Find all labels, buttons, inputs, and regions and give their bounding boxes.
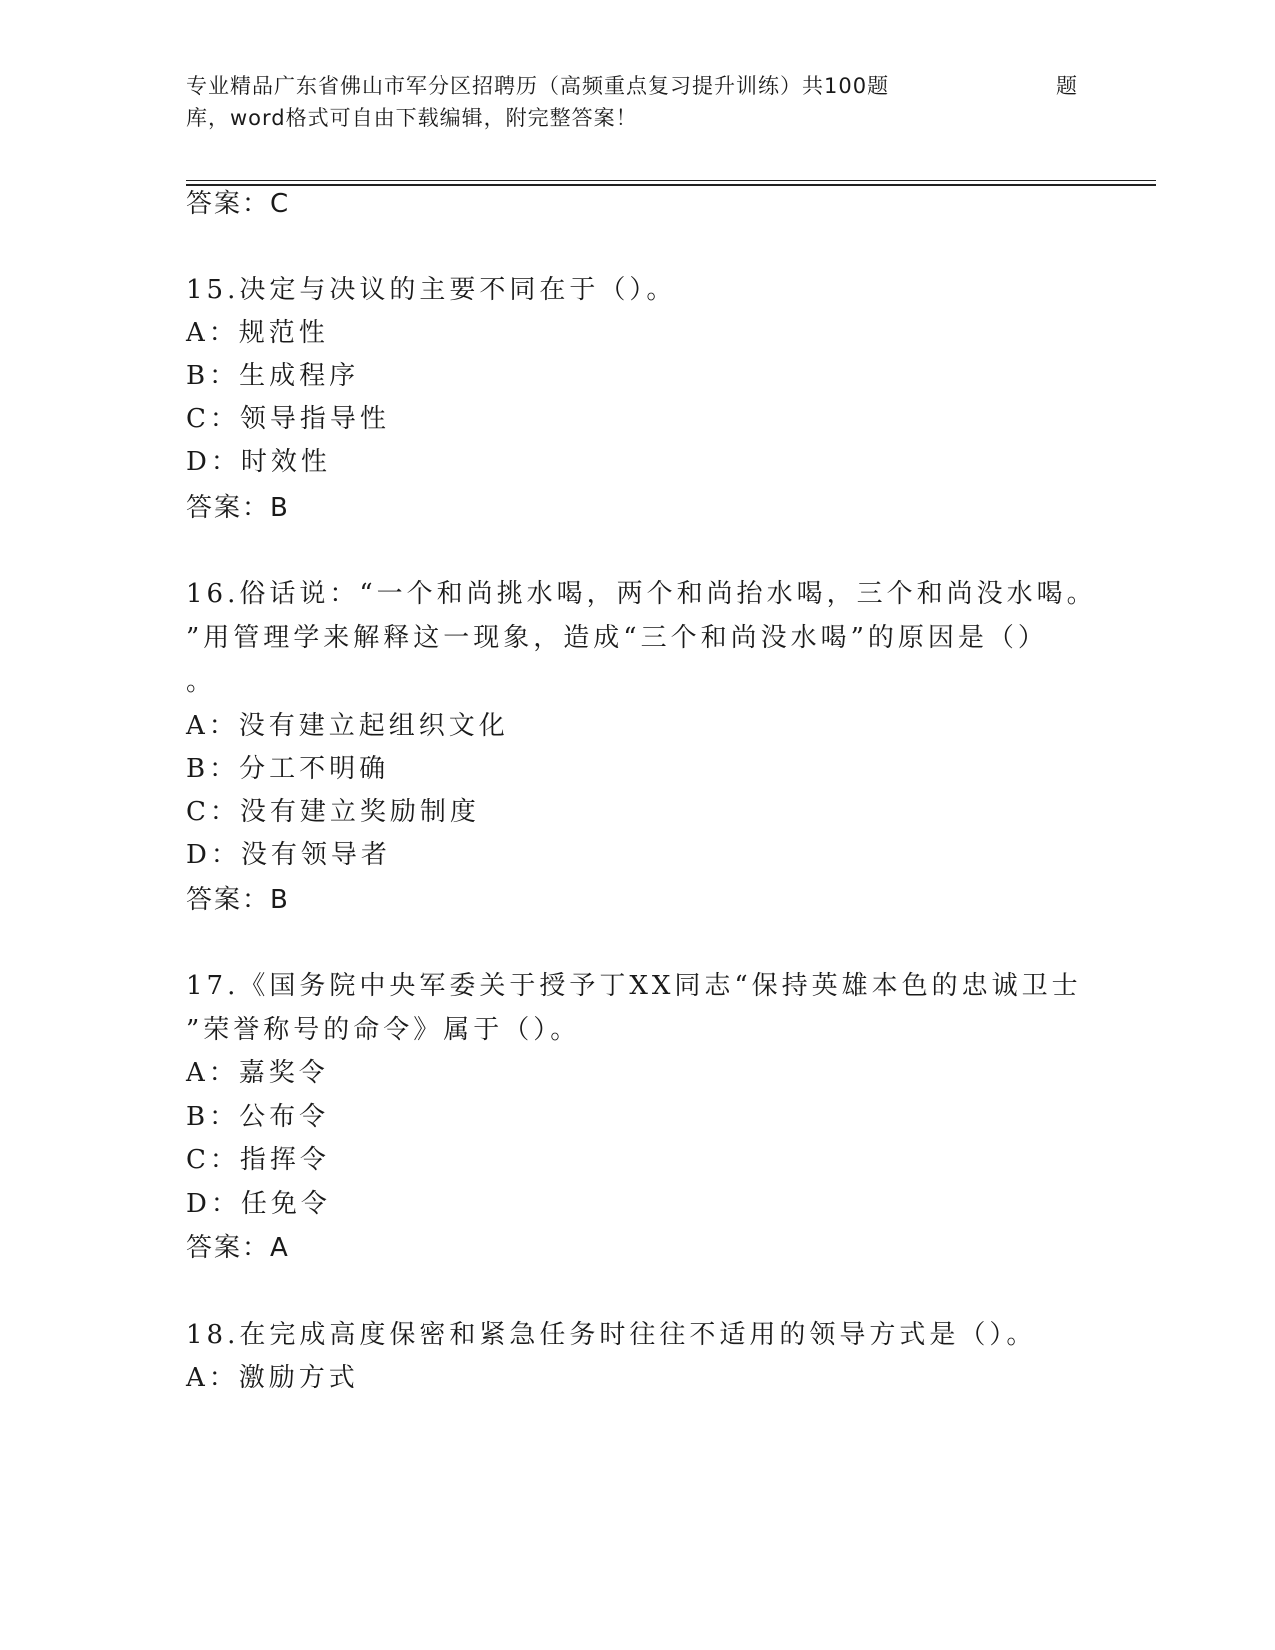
header-divider-thin — [186, 180, 1156, 181]
question-16-option-c: C：没有建立奖励制度 — [186, 797, 480, 827]
question-15-option-b: B：生成程序 — [186, 361, 360, 391]
question-15-stem: 15.决定与决议的主要不同在于（）。 — [186, 275, 677, 305]
question-16-stem-line-1: 16.俗话说：“一个和尚挑水喝，两个和尚抬水喝，三个和尚没水喝。 — [186, 579, 1097, 609]
question-17-option-a: A：嘉奖令 — [186, 1058, 329, 1088]
question-16-option-d: D：没有领导者 — [186, 840, 391, 870]
question-17-stem-line-1: 17.《国务院中央军委关于授予丁XX同志“保持英雄本色的忠诚卫士 — [186, 971, 1082, 1001]
header-title: 专业精品广东省佛山市军分区招聘历（高频重点复习提升训练）共100题 — [186, 74, 890, 98]
header-divider-thick — [186, 184, 1156, 186]
question-16-option-a: A：没有建立起组织文化 — [186, 711, 509, 741]
question-16-option-b: B：分工不明确 — [186, 754, 390, 784]
question-17-option-d: D：任免令 — [186, 1189, 331, 1219]
question-16-stem-line-2: ”用管理学来解释这一现象，造成“三个和尚没水喝”的原因是（） — [186, 623, 1048, 653]
header-line-1 — [186, 70, 1086, 102]
question-15-answer: 答案：B — [186, 493, 290, 523]
question-17-stem-line-2: ”荣誉称号的命令》属于（）。 — [186, 1015, 581, 1045]
question-15-option-a: A：规范性 — [186, 318, 329, 348]
question-16-answer: 答案：B — [186, 885, 290, 915]
header-title-tail: 题 — [1056, 74, 1078, 98]
answer-prev: 答案：C — [186, 189, 291, 219]
question-17-option-c: C：指挥令 — [186, 1145, 330, 1175]
question-15-option-d: D：时效性 — [186, 447, 331, 477]
question-17-option-b: B：公布令 — [186, 1102, 330, 1132]
question-18-stem: 18.在完成高度保密和紧急任务时往往不适用的领导方式是（）。 — [186, 1320, 1037, 1350]
question-18-option-a: A：激励方式 — [186, 1363, 359, 1393]
page-header — [186, 70, 1086, 134]
question-15-option-c: C：领导指导性 — [186, 404, 390, 434]
question-17-answer: 答案：A — [186, 1233, 290, 1263]
question-16-stem-line-3: 。 — [186, 667, 217, 697]
header-line-2: 库，word格式可自由下载编辑，附完整答案！ — [186, 106, 638, 130]
